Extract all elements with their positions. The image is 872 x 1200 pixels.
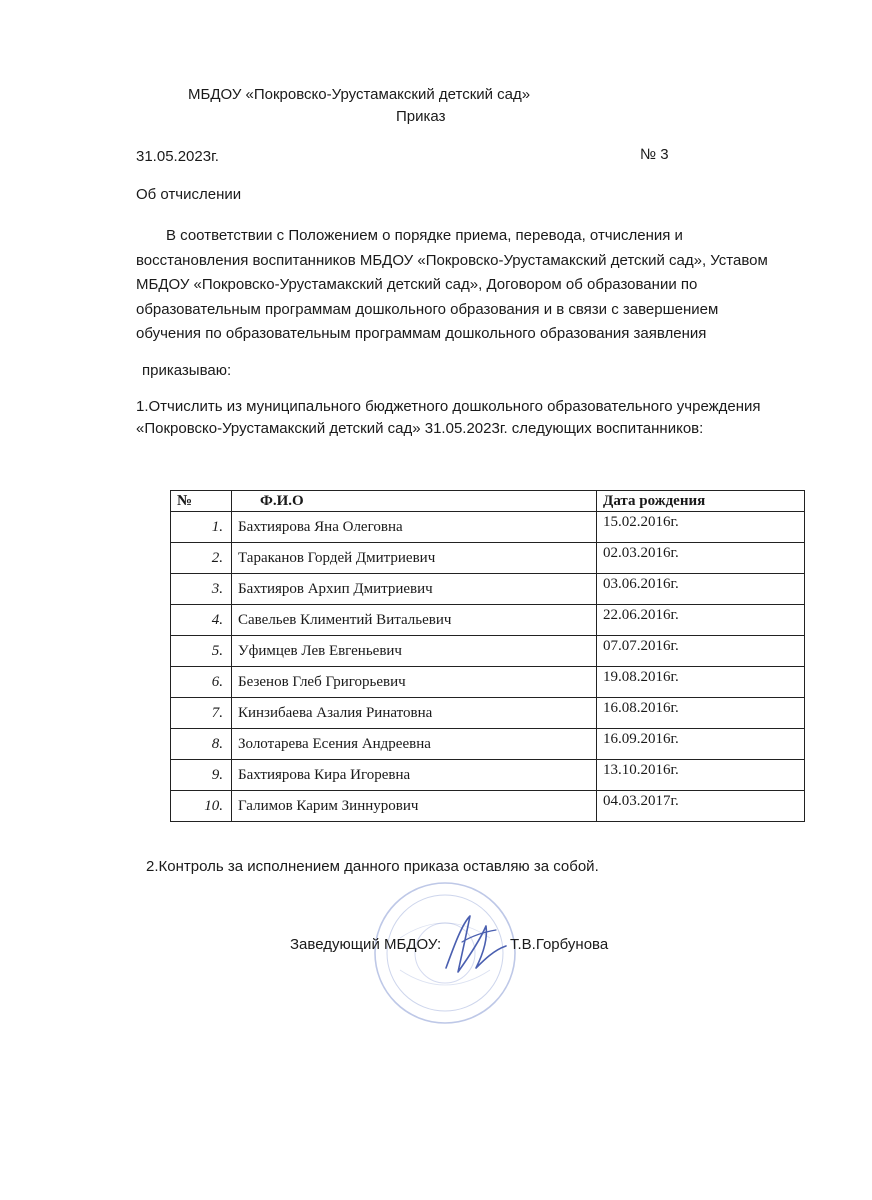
signer-name: Т.В.Горбунова	[510, 936, 609, 953]
row-birthdate: 02.03.2016г.	[597, 543, 805, 574]
row-birthdate: 04.03.2017г.	[597, 791, 805, 822]
row-birthdate: 16.08.2016г.	[597, 698, 805, 729]
table-row	[171, 605, 805, 636]
preamble-line: образовательным программам дошкольного образования и в связи с завершением	[136, 300, 719, 318]
table-header-row	[171, 491, 805, 512]
table-row	[171, 543, 805, 574]
row-birthdate: 07.07.2016г.	[597, 636, 805, 667]
row-fullname: Золотарева Есения Андреевна	[232, 729, 597, 760]
item2-control-clause: 2.Контроль за исполнением данного приказа оставляю за собой.	[146, 858, 599, 875]
row-number: 2.	[171, 543, 232, 574]
table-row	[171, 791, 805, 822]
row-fullname: Савельев Климентий Витальевич	[232, 605, 597, 636]
row-number: 4.	[171, 605, 232, 636]
item1-line: 1.Отчислить из муниципального бюджетного дошкольного образовательного учреждения	[136, 398, 761, 415]
students-table	[170, 490, 805, 822]
row-fullname: Тараканов Гордей Дмитриевич	[232, 543, 597, 574]
preamble-line: МБДОУ «Покровско-Урустамакский детский сад», Договором об образовании по	[136, 276, 698, 293]
row-fullname: Бахтиярова Кира Игоревна	[232, 760, 597, 791]
row-fullname: Бахтиярова Яна Олеговна	[232, 512, 597, 543]
table-row	[171, 512, 805, 543]
organization-header: МБДОУ «Покровско-Урустамакский детский сад»	[188, 86, 531, 103]
order-subject: Об отчислении	[136, 186, 242, 203]
row-fullname: Уфимцев Лев Евгеньевич	[232, 636, 597, 667]
preamble-line: восстановления воспитанников МБДОУ «Покровско-Урустамакский детский сад», Уставом	[136, 251, 768, 269]
row-number: 8.	[171, 729, 232, 760]
row-birthdate: 22.06.2016г.	[597, 605, 805, 636]
order-word: приказываю:	[142, 362, 232, 379]
row-fullname: Галимов Карим Зиннурович	[232, 791, 597, 822]
row-fullname: Безенов Глеб Григорьевич	[232, 667, 597, 698]
row-number: 10.	[171, 791, 232, 822]
preamble-paragraph	[136, 224, 816, 347]
header-birthdate: Дата рождения	[597, 491, 805, 512]
item1-line: «Покровско-Урустамакский детский сад» 31.05.2023г. следующих воспитанников:	[136, 420, 704, 437]
row-number: 9.	[171, 760, 232, 791]
table-row	[171, 636, 805, 667]
row-number: 5.	[171, 636, 232, 667]
order-date: 31.05.2023г.	[136, 148, 219, 165]
preamble-line: В соответствии с Положением о порядке приема, перевода, отчисления и	[166, 227, 683, 244]
row-birthdate: 15.02.2016г.	[597, 512, 805, 543]
order-number: № 3	[640, 146, 669, 163]
row-fullname: Бахтияров Архип Дмитриевич	[232, 574, 597, 605]
row-birthdate: 03.06.2016г.	[597, 574, 805, 605]
table-row	[171, 760, 805, 791]
table-row	[171, 729, 805, 760]
header-number: №	[171, 491, 232, 512]
row-number: 7.	[171, 698, 232, 729]
table-row	[171, 667, 805, 698]
row-number: 1.	[171, 512, 232, 543]
handwritten-signature	[436, 906, 516, 986]
row-number: 6.	[171, 667, 232, 698]
signer-position: Заведующий МБДОУ:	[290, 936, 442, 953]
row-birthdate: 16.09.2016г.	[597, 729, 805, 760]
table-row	[171, 574, 805, 605]
row-birthdate: 13.10.2016г.	[597, 760, 805, 791]
document-type: Приказ	[396, 108, 446, 125]
row-number: 3.	[171, 574, 232, 605]
preamble-line: обучения по образовательным программам дошкольного образования заявления	[136, 325, 707, 342]
row-fullname: Кинзибаева Азалия Ринатовна	[232, 698, 597, 729]
row-birthdate: 19.08.2016г.	[597, 667, 805, 698]
table-row	[171, 698, 805, 729]
header-fullname: Ф.И.О	[232, 491, 597, 512]
